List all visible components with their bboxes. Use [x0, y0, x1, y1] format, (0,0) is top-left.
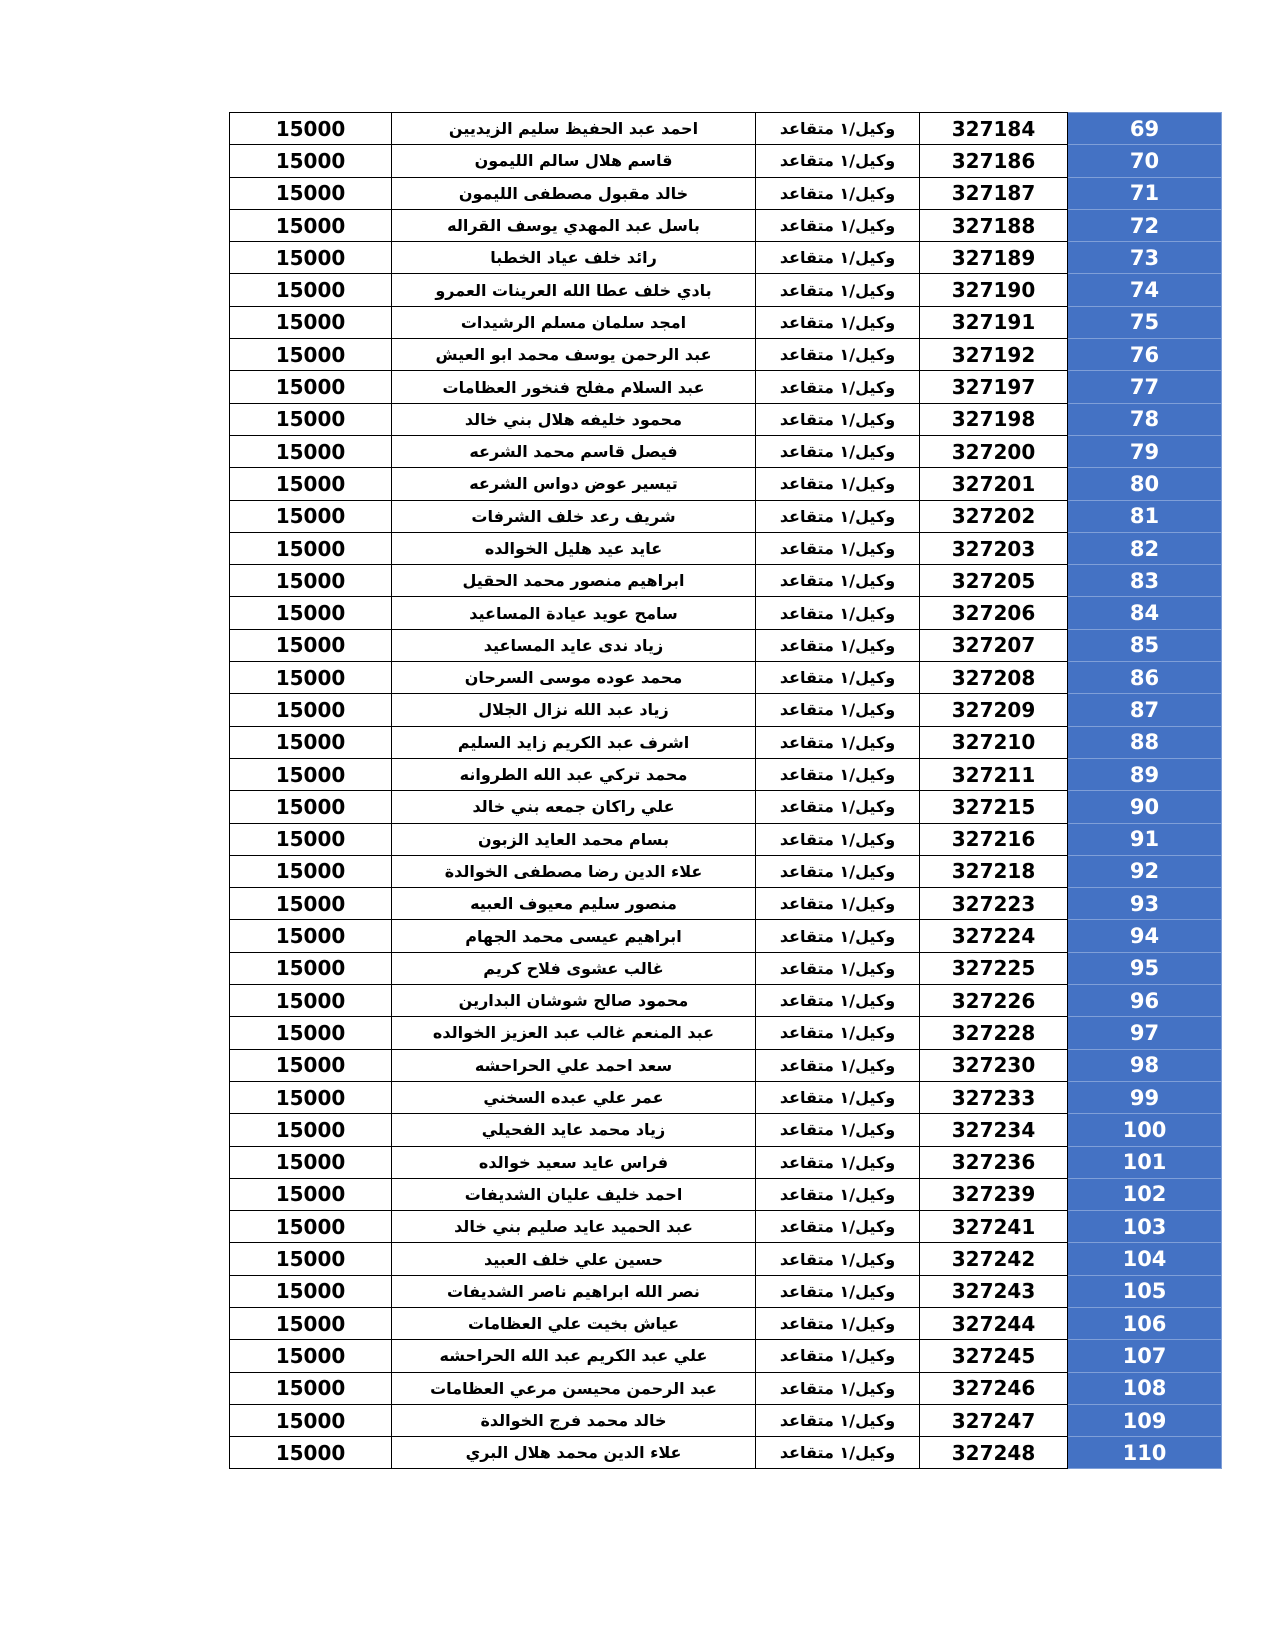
- rank-cell: وكيل/١ متقاعد: [756, 1404, 920, 1436]
- amount-cell: 15000: [230, 888, 392, 920]
- amount-cell: 15000: [230, 823, 392, 855]
- index-cell: 94: [1068, 920, 1222, 952]
- index-cell: 88: [1068, 726, 1222, 758]
- name-cell: تيسير عوض دواس الشرعه: [392, 468, 756, 500]
- rank-cell: وكيل/١ متقاعد: [756, 1340, 920, 1372]
- rank-cell: وكيل/١ متقاعد: [756, 1081, 920, 1113]
- table-row: [230, 1178, 1222, 1210]
- table-row: [230, 726, 1222, 758]
- number-cell: 327246: [920, 1372, 1068, 1404]
- name-cell: محمد تركي عبد الله الطروانه: [392, 758, 756, 790]
- amount-cell: 15000: [230, 952, 392, 984]
- rank-cell: وكيل/١ متقاعد: [756, 791, 920, 823]
- table-row: [230, 209, 1222, 241]
- number-cell: 327210: [920, 726, 1068, 758]
- number-cell: 327206: [920, 597, 1068, 629]
- amount-cell: 15000: [230, 694, 392, 726]
- number-cell: 327208: [920, 662, 1068, 694]
- name-cell: احمد خليف عليان الشديفات: [392, 1178, 756, 1210]
- rank-cell: وكيل/١ متقاعد: [756, 823, 920, 855]
- number-cell: 327202: [920, 500, 1068, 532]
- name-cell: عبد الرحمن يوسف محمد ابو العيش: [392, 339, 756, 371]
- index-cell: 78: [1068, 403, 1222, 435]
- index-cell: 96: [1068, 985, 1222, 1017]
- number-cell: 327224: [920, 920, 1068, 952]
- index-cell: 83: [1068, 565, 1222, 597]
- table-row: [230, 565, 1222, 597]
- number-cell: 327216: [920, 823, 1068, 855]
- index-cell: 75: [1068, 306, 1222, 338]
- table-row: [230, 1243, 1222, 1275]
- number-cell: 327188: [920, 209, 1068, 241]
- index-cell: 76: [1068, 339, 1222, 371]
- rank-cell: وكيل/١ متقاعد: [756, 532, 920, 564]
- name-cell: قاسم هلال سالم الليمون: [392, 145, 756, 177]
- name-cell: خالد مقبول مصطفى الليمون: [392, 177, 756, 209]
- table-row: [230, 339, 1222, 371]
- amount-cell: 15000: [230, 1017, 392, 1049]
- rank-cell: وكيل/١ متقاعد: [756, 985, 920, 1017]
- number-cell: 327200: [920, 435, 1068, 467]
- amount-cell: 15000: [230, 500, 392, 532]
- amount-cell: 15000: [230, 1275, 392, 1307]
- rank-cell: وكيل/١ متقاعد: [756, 242, 920, 274]
- number-cell: 327203: [920, 532, 1068, 564]
- index-cell: 91: [1068, 823, 1222, 855]
- amount-cell: 15000: [230, 468, 392, 500]
- rank-cell: وكيل/١ متقاعد: [756, 855, 920, 887]
- name-cell: محمود خليفه هلال بني خالد: [392, 403, 756, 435]
- number-cell: 327242: [920, 1243, 1068, 1275]
- amount-cell: 15000: [230, 274, 392, 306]
- amount-cell: 15000: [230, 985, 392, 1017]
- rank-cell: وكيل/١ متقاعد: [756, 597, 920, 629]
- amount-cell: 15000: [230, 662, 392, 694]
- number-cell: 327226: [920, 985, 1068, 1017]
- table-row: [230, 1114, 1222, 1146]
- number-cell: 327186: [920, 145, 1068, 177]
- rank-cell: وكيل/١ متقاعد: [756, 339, 920, 371]
- table-row: [230, 468, 1222, 500]
- index-cell: 77: [1068, 371, 1222, 403]
- amount-cell: 15000: [230, 532, 392, 564]
- rank-cell: وكيل/١ متقاعد: [756, 565, 920, 597]
- table-row: [230, 1437, 1222, 1469]
- name-cell: ابراهيم عيسى محمد الجهام: [392, 920, 756, 952]
- number-cell: 327205: [920, 565, 1068, 597]
- number-cell: 327201: [920, 468, 1068, 500]
- amount-cell: 15000: [230, 1081, 392, 1113]
- rank-cell: وكيل/١ متقاعد: [756, 468, 920, 500]
- name-cell: باسل عبد المهدي يوسف القراله: [392, 209, 756, 241]
- table-row: [230, 888, 1222, 920]
- rank-cell: وكيل/١ متقاعد: [756, 177, 920, 209]
- name-cell: شريف رعد خلف الشرفات: [392, 500, 756, 532]
- rank-cell: وكيل/١ متقاعد: [756, 1243, 920, 1275]
- name-cell: حسين علي خلف العبيد: [392, 1243, 756, 1275]
- number-cell: 327187: [920, 177, 1068, 209]
- rank-cell: وكيل/١ متقاعد: [756, 662, 920, 694]
- rank-cell: وكيل/١ متقاعد: [756, 306, 920, 338]
- index-cell: 85: [1068, 629, 1222, 661]
- rank-cell: وكيل/١ متقاعد: [756, 952, 920, 984]
- name-cell: احمد عبد الحفيظ سليم الزيديين: [392, 113, 756, 145]
- name-cell: اشرف عبد الكريم زايد السليم: [392, 726, 756, 758]
- name-cell: علاء الدين محمد هلال البري: [392, 1437, 756, 1469]
- index-cell: 98: [1068, 1049, 1222, 1081]
- rank-cell: وكيل/١ متقاعد: [756, 694, 920, 726]
- amount-cell: 15000: [230, 726, 392, 758]
- index-cell: 87: [1068, 694, 1222, 726]
- name-cell: محمد عوده موسى السرحان: [392, 662, 756, 694]
- name-cell: عياش بخيت علي العظامات: [392, 1307, 756, 1339]
- name-cell: زياد محمد عايد الفحيلي: [392, 1114, 756, 1146]
- name-cell: عبد الحميد عايد صليم بني خالد: [392, 1211, 756, 1243]
- amount-cell: 15000: [230, 1114, 392, 1146]
- rank-cell: وكيل/١ متقاعد: [756, 1114, 920, 1146]
- number-cell: 327245: [920, 1340, 1068, 1372]
- table-row: [230, 500, 1222, 532]
- index-cell: 101: [1068, 1146, 1222, 1178]
- table-row: [230, 855, 1222, 887]
- rank-cell: وكيل/١ متقاعد: [756, 726, 920, 758]
- name-cell: امجد سلمان مسلم الرشيدات: [392, 306, 756, 338]
- number-cell: 327228: [920, 1017, 1068, 1049]
- table-row: [230, 952, 1222, 984]
- index-cell: 108: [1068, 1372, 1222, 1404]
- amount-cell: 15000: [230, 209, 392, 241]
- number-cell: 327190: [920, 274, 1068, 306]
- amount-cell: 15000: [230, 629, 392, 661]
- amount-cell: 15000: [230, 145, 392, 177]
- table-row: [230, 1404, 1222, 1436]
- table-row: [230, 629, 1222, 661]
- name-cell: خالد محمد فرج الخوالدة: [392, 1404, 756, 1436]
- amount-cell: 15000: [230, 1178, 392, 1210]
- retirees-table: [229, 112, 1222, 1469]
- rank-cell: وكيل/١ متقاعد: [756, 1146, 920, 1178]
- index-cell: 104: [1068, 1243, 1222, 1275]
- number-cell: 327191: [920, 306, 1068, 338]
- name-cell: علي راكان جمعه بني خالد: [392, 791, 756, 823]
- amount-cell: 15000: [230, 403, 392, 435]
- number-cell: 327244: [920, 1307, 1068, 1339]
- table-row: [230, 662, 1222, 694]
- rank-cell: وكيل/١ متقاعد: [756, 1372, 920, 1404]
- number-cell: 327207: [920, 629, 1068, 661]
- name-cell: عمر علي عبده السخني: [392, 1081, 756, 1113]
- number-cell: 327192: [920, 339, 1068, 371]
- number-cell: 327234: [920, 1114, 1068, 1146]
- rank-cell: وكيل/١ متقاعد: [756, 371, 920, 403]
- name-cell: زياد عبد الله نزال الجلال: [392, 694, 756, 726]
- amount-cell: 15000: [230, 113, 392, 145]
- number-cell: 327241: [920, 1211, 1068, 1243]
- number-cell: 327248: [920, 1437, 1068, 1469]
- name-cell: فراس عايد سعيد خوالده: [392, 1146, 756, 1178]
- rank-cell: وكيل/١ متقاعد: [756, 209, 920, 241]
- rank-cell: وكيل/١ متقاعد: [756, 1017, 920, 1049]
- table-row: [230, 435, 1222, 467]
- index-cell: 97: [1068, 1017, 1222, 1049]
- name-cell: بادي خلف عطا الله العرينات العمرو: [392, 274, 756, 306]
- name-cell: ابراهيم منصور محمد الحقيل: [392, 565, 756, 597]
- rank-cell: وكيل/١ متقاعد: [756, 629, 920, 661]
- number-cell: 327225: [920, 952, 1068, 984]
- table-row: [230, 1340, 1222, 1372]
- index-cell: 70: [1068, 145, 1222, 177]
- table-row: [230, 985, 1222, 1017]
- number-cell: 327218: [920, 855, 1068, 887]
- amount-cell: 15000: [230, 920, 392, 952]
- number-cell: 327243: [920, 1275, 1068, 1307]
- table-row: [230, 274, 1222, 306]
- table-row: [230, 1049, 1222, 1081]
- amount-cell: 15000: [230, 1049, 392, 1081]
- amount-cell: 15000: [230, 1211, 392, 1243]
- index-cell: 100: [1068, 1114, 1222, 1146]
- amount-cell: 15000: [230, 565, 392, 597]
- amount-cell: 15000: [230, 791, 392, 823]
- table-row: [230, 1017, 1222, 1049]
- rank-cell: وكيل/١ متقاعد: [756, 1307, 920, 1339]
- rank-cell: وكيل/١ متقاعد: [756, 1049, 920, 1081]
- rank-cell: وكيل/١ متقاعد: [756, 1178, 920, 1210]
- table-row: [230, 791, 1222, 823]
- amount-cell: 15000: [230, 1340, 392, 1372]
- index-cell: 109: [1068, 1404, 1222, 1436]
- index-cell: 72: [1068, 209, 1222, 241]
- amount-cell: 15000: [230, 1437, 392, 1469]
- amount-cell: 15000: [230, 758, 392, 790]
- table-row: [230, 145, 1222, 177]
- number-cell: 327233: [920, 1081, 1068, 1113]
- table-row: [230, 242, 1222, 274]
- table-row: [230, 403, 1222, 435]
- index-cell: 73: [1068, 242, 1222, 274]
- index-cell: 81: [1068, 500, 1222, 532]
- rank-cell: وكيل/١ متقاعد: [756, 888, 920, 920]
- index-cell: 107: [1068, 1340, 1222, 1372]
- index-cell: 79: [1068, 435, 1222, 467]
- number-cell: 327198: [920, 403, 1068, 435]
- name-cell: عبد الرحمن محيسن مرعي العظامات: [392, 1372, 756, 1404]
- index-cell: 84: [1068, 597, 1222, 629]
- table-row: [230, 177, 1222, 209]
- number-cell: 327189: [920, 242, 1068, 274]
- name-cell: رائد خلف عياد الخطبا: [392, 242, 756, 274]
- number-cell: 327247: [920, 1404, 1068, 1436]
- rank-cell: وكيل/١ متقاعد: [756, 403, 920, 435]
- name-cell: محمود صالح شوشان البدارين: [392, 985, 756, 1017]
- name-cell: غالب عشوى فلاح كريم: [392, 952, 756, 984]
- table-row: [230, 694, 1222, 726]
- amount-cell: 15000: [230, 1404, 392, 1436]
- name-cell: سعد احمد علي الحراحشه: [392, 1049, 756, 1081]
- amount-cell: 15000: [230, 1372, 392, 1404]
- rank-cell: وكيل/١ متقاعد: [756, 758, 920, 790]
- index-cell: 99: [1068, 1081, 1222, 1113]
- index-cell: 71: [1068, 177, 1222, 209]
- amount-cell: 15000: [230, 1243, 392, 1275]
- number-cell: 327209: [920, 694, 1068, 726]
- rank-cell: وكيل/١ متقاعد: [756, 113, 920, 145]
- name-cell: منصور سليم معيوف العبيه: [392, 888, 756, 920]
- table-row: [230, 758, 1222, 790]
- index-cell: 106: [1068, 1307, 1222, 1339]
- table-row: [230, 1307, 1222, 1339]
- amount-cell: 15000: [230, 371, 392, 403]
- amount-cell: 15000: [230, 855, 392, 887]
- number-cell: 327184: [920, 113, 1068, 145]
- name-cell: نصر الله ابراهيم ناصر الشديفات: [392, 1275, 756, 1307]
- amount-cell: 15000: [230, 435, 392, 467]
- name-cell: زياد ندى عايد المساعيد: [392, 629, 756, 661]
- rank-cell: وكيل/١ متقاعد: [756, 145, 920, 177]
- number-cell: 327230: [920, 1049, 1068, 1081]
- index-cell: 102: [1068, 1178, 1222, 1210]
- table-row: [230, 371, 1222, 403]
- number-cell: 327239: [920, 1178, 1068, 1210]
- table-row: [230, 920, 1222, 952]
- table-row: [230, 597, 1222, 629]
- index-cell: 69: [1068, 113, 1222, 145]
- name-cell: سامح عويد عيادة المساعيد: [392, 597, 756, 629]
- number-cell: 327197: [920, 371, 1068, 403]
- amount-cell: 15000: [230, 1146, 392, 1178]
- index-cell: 105: [1068, 1275, 1222, 1307]
- index-cell: 90: [1068, 791, 1222, 823]
- table-body: [230, 113, 1222, 1469]
- index-cell: 103: [1068, 1211, 1222, 1243]
- rank-cell: وكيل/١ متقاعد: [756, 435, 920, 467]
- number-cell: 327211: [920, 758, 1068, 790]
- table-row: [230, 1081, 1222, 1113]
- name-cell: علاء الدين رضا مصطفى الخوالدة: [392, 855, 756, 887]
- table-row: [230, 1275, 1222, 1307]
- amount-cell: 15000: [230, 306, 392, 338]
- index-cell: 92: [1068, 855, 1222, 887]
- number-cell: 327223: [920, 888, 1068, 920]
- index-cell: 89: [1068, 758, 1222, 790]
- amount-cell: 15000: [230, 242, 392, 274]
- index-cell: 80: [1068, 468, 1222, 500]
- index-cell: 86: [1068, 662, 1222, 694]
- rank-cell: وكيل/١ متقاعد: [756, 500, 920, 532]
- amount-cell: 15000: [230, 597, 392, 629]
- index-cell: 93: [1068, 888, 1222, 920]
- index-cell: 74: [1068, 274, 1222, 306]
- name-cell: علي عبد الكريم عبد الله الحراحشه: [392, 1340, 756, 1372]
- rank-cell: وكيل/١ متقاعد: [756, 1275, 920, 1307]
- name-cell: بسام محمد العايد الزبون: [392, 823, 756, 855]
- rank-cell: وكيل/١ متقاعد: [756, 274, 920, 306]
- name-cell: عبد السلام مفلح فنخور العظامات: [392, 371, 756, 403]
- table-row: [230, 823, 1222, 855]
- table-row: [230, 532, 1222, 564]
- amount-cell: 15000: [230, 1307, 392, 1339]
- rank-cell: وكيل/١ متقاعد: [756, 1437, 920, 1469]
- index-cell: 82: [1068, 532, 1222, 564]
- name-cell: عبد المنعم غالب عبد العزيز الخوالده: [392, 1017, 756, 1049]
- index-cell: 110: [1068, 1437, 1222, 1469]
- table-row: [230, 1372, 1222, 1404]
- amount-cell: 15000: [230, 339, 392, 371]
- table-row: [230, 306, 1222, 338]
- index-cell: 95: [1068, 952, 1222, 984]
- table-row: [230, 1211, 1222, 1243]
- table-row: [230, 1146, 1222, 1178]
- rank-cell: وكيل/١ متقاعد: [756, 1211, 920, 1243]
- amount-cell: 15000: [230, 177, 392, 209]
- name-cell: فيصل قاسم محمد الشرعه: [392, 435, 756, 467]
- table-row: [230, 113, 1222, 145]
- name-cell: عايد عيد هليل الخوالده: [392, 532, 756, 564]
- number-cell: 327215: [920, 791, 1068, 823]
- rank-cell: وكيل/١ متقاعد: [756, 920, 920, 952]
- number-cell: 327236: [920, 1146, 1068, 1178]
